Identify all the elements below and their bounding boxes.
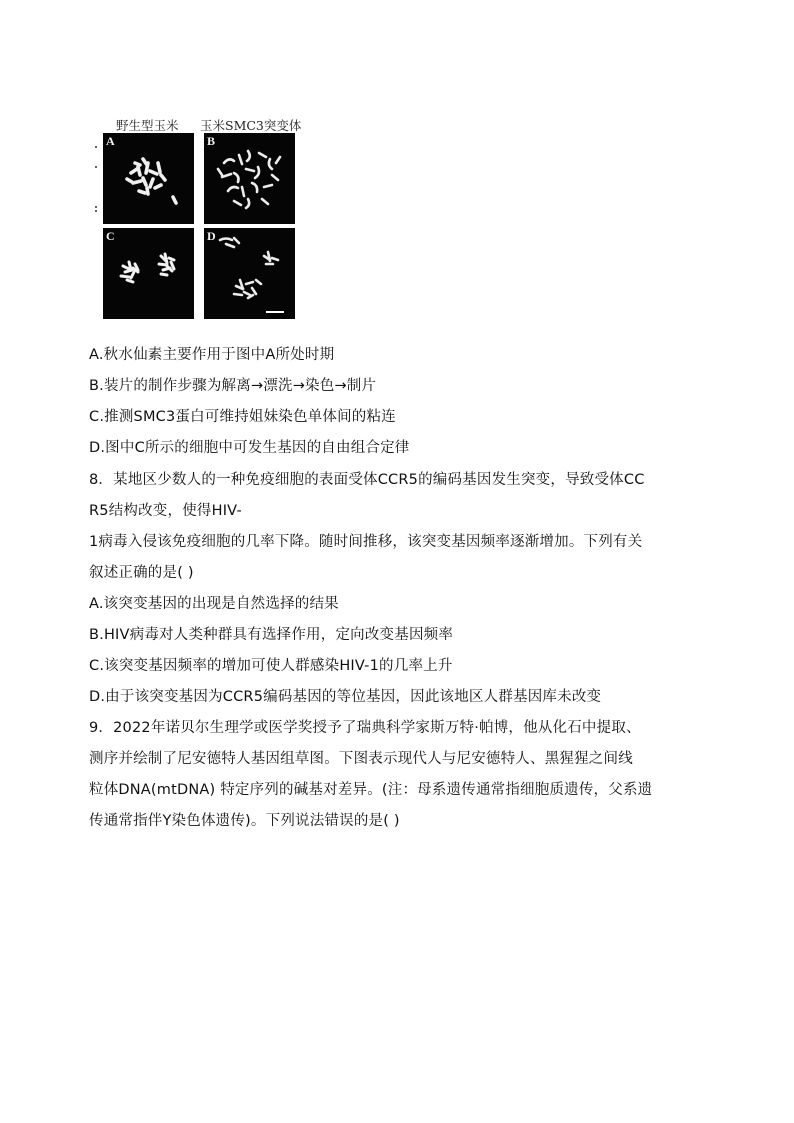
q7-option-b: B.装片的制作步骤为解离→漂洗→染色→制片: [89, 378, 377, 394]
margin-marks: [95, 146, 98, 226]
q8-option-d: D.由于该突变基因为CCR5编码基因的等位基因，因此该地区人群基因库未改变: [89, 689, 602, 705]
chromosome-image-b: [204, 133, 295, 224]
chromosome-image-d: [204, 228, 295, 319]
q8-option-a: A.该突变基因的出现是自然选择的结果: [89, 596, 339, 612]
q9-stem-line-3: 粒体DNA(mtDNA) 特定序列的碱基对差异。(注：母系遗传通常指细胞质遗传，父系遗: [89, 782, 653, 798]
chromosome-image-c: [103, 228, 194, 319]
q9-stem-line-4: 传通常指伴Y染色体遗传)。下列说法错误的是( ): [89, 813, 400, 829]
q8-option-b: B.HIV病毒对人类种群具有选择作用，定向改变基因频率: [89, 627, 454, 643]
panel-letter-d: D: [207, 229, 216, 243]
q9-stem-line-2: 测序并绘制了尼安德特人基因组草图。下图表示现代人与尼安德特人、黑猩猩之间线: [89, 751, 633, 767]
panel-letter-b: B: [207, 134, 216, 148]
q8-option-c: C.该突变基因频率的增加可使人群感染HIV-1的几率上升: [89, 658, 453, 674]
q9-stem-line-1: 9．2022年诺贝尔生理学或医学奖授予了瑞典科学家斯万特·帕博，他从化石中提取、: [89, 720, 641, 736]
figure-label-smc3-mutant: 玉米SMC3突变体: [200, 118, 302, 133]
q8-stem-line-1: 8．某地区少数人的一种免疫细胞的表面受体CCR5的编码基因发生突变，导致受体CC: [89, 472, 645, 488]
micrograph-panel-c: [103, 228, 194, 319]
micrograph-panel-d: [204, 228, 295, 319]
micrograph-panel-a: [103, 133, 194, 224]
panel-letter-a: A: [106, 134, 115, 148]
figure-label-wild-type: 野生型玉米: [116, 118, 179, 133]
q8-stem-line-4: 叙述正确的是( ): [89, 565, 194, 581]
q7-option-c: C.推测SMC3蛋白可维持姐妹染色单体间的粘连: [89, 409, 396, 425]
q7-option-a: A.秋水仙素主要作用于图中A所处时期: [89, 347, 335, 363]
chromosome-figure: [100, 116, 300, 322]
panel-letter-c: C: [106, 229, 115, 243]
q8-stem-line-3: 1病毒入侵该免疫细胞的几率下降。随时间推移，该突变基因频率逐渐增加。下列有关: [89, 534, 643, 550]
q8-stem-line-2: R5结构改变，使得HIV-: [89, 503, 242, 519]
q7-option-d: D.图中C所示的细胞中可发生基因的自由组合定律: [89, 440, 410, 456]
micrograph-panel-b: [204, 133, 295, 224]
chromosome-image-a: [103, 133, 194, 224]
